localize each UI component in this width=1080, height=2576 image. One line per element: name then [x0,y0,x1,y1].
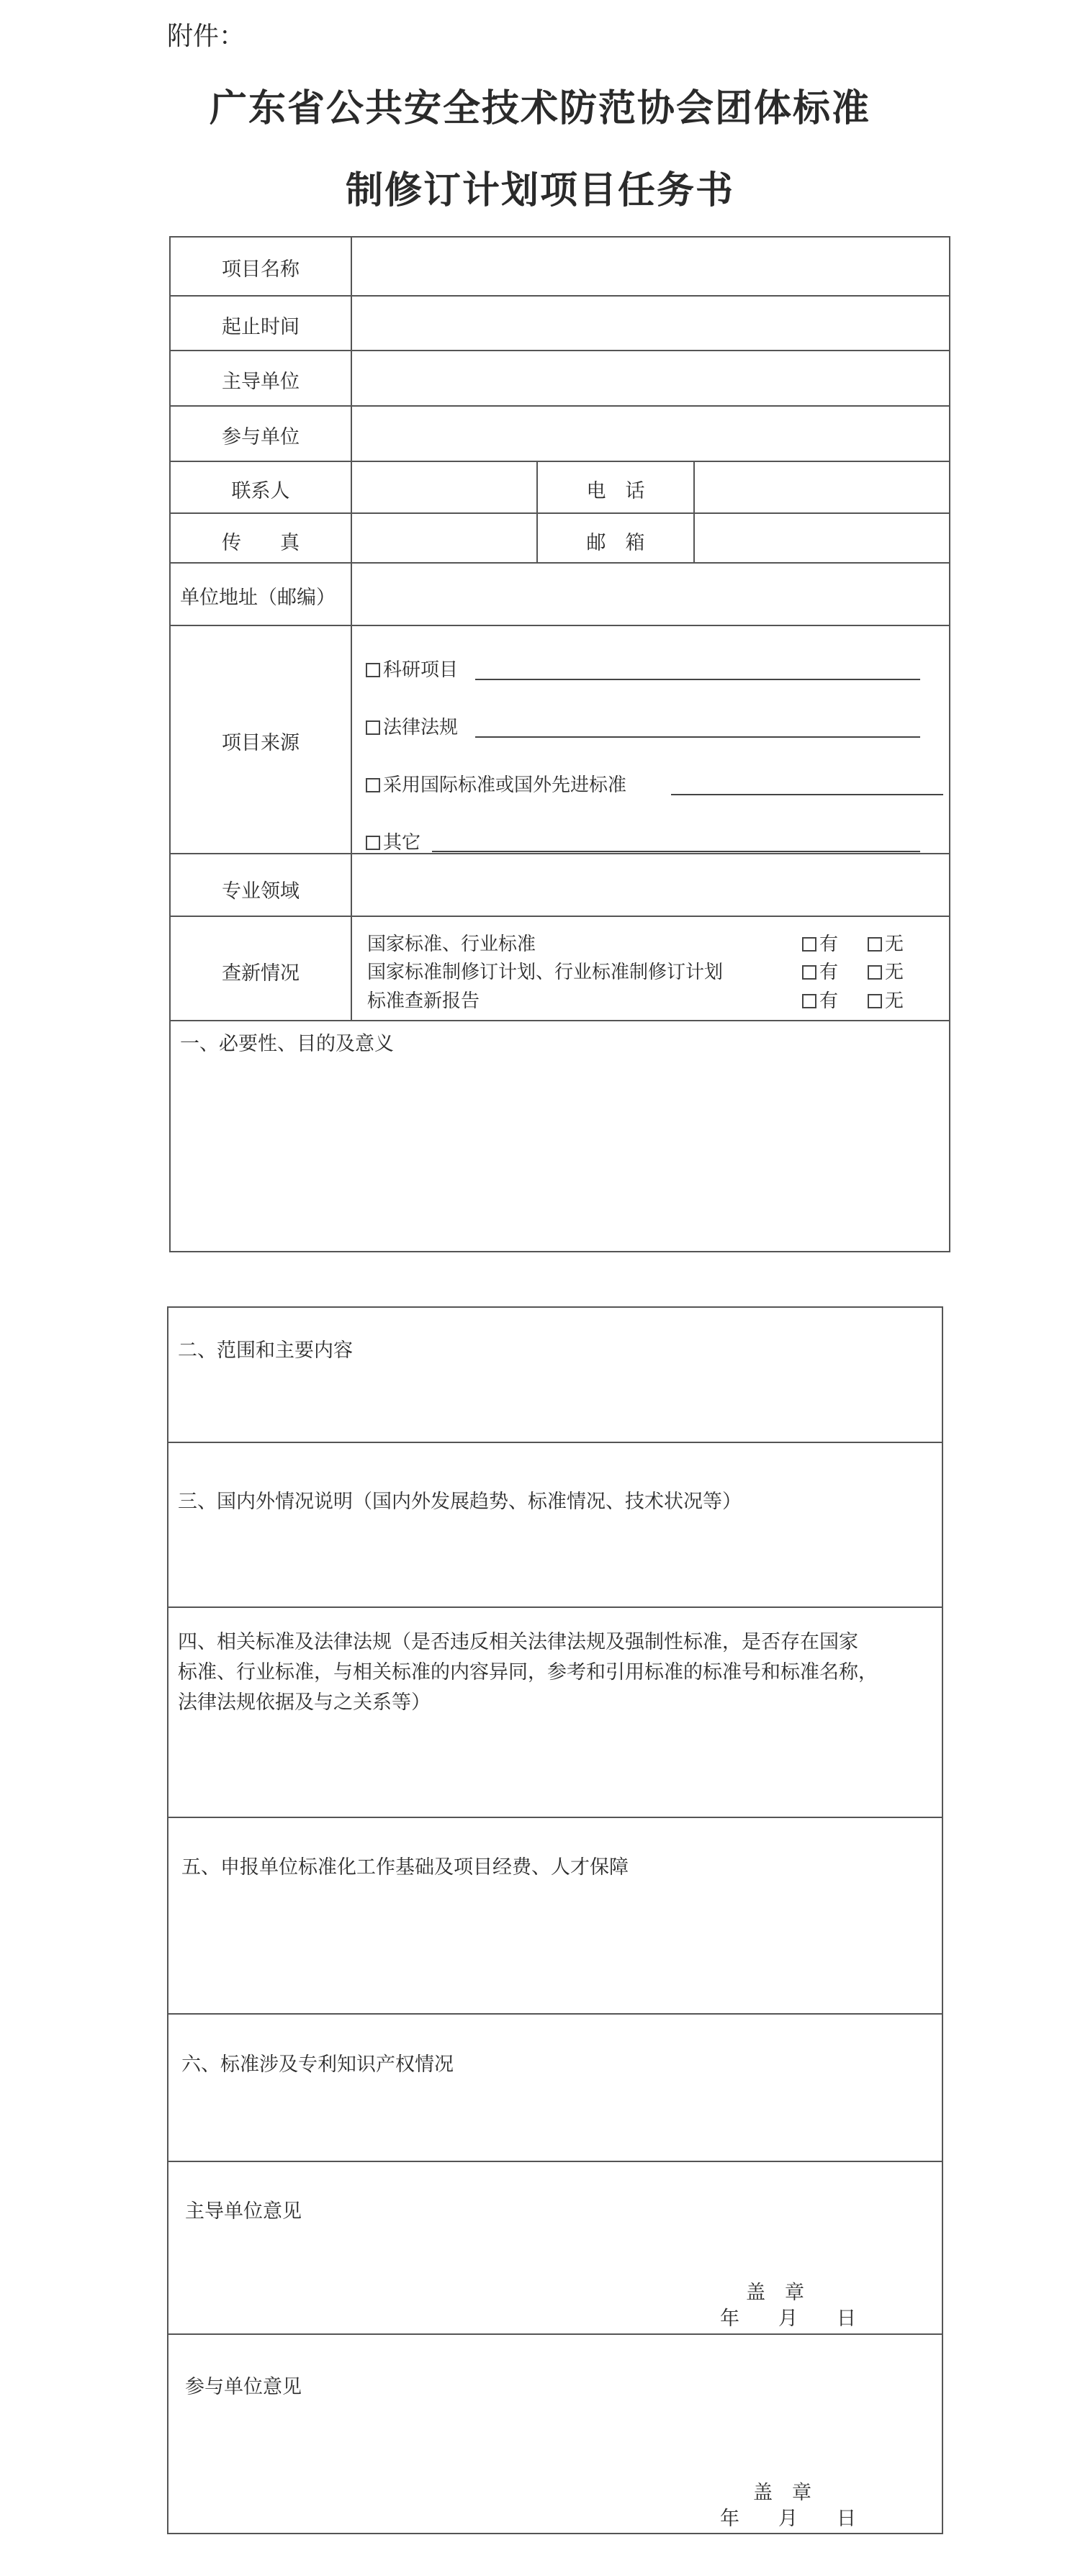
section-4-content[interactable] [170,1727,940,1814]
check-item-3: 标准查新报告 [367,990,480,1012]
period-field[interactable] [353,351,949,404]
participating-seal-label: 盖 章 [753,2482,811,2504]
section-2-heading: 二、范围和主要内容 [178,1339,353,1362]
section-1-heading: 一、必要性、目的及意义 [180,1033,394,1055]
section-6-heading: 六、标准涉及专利知识产权情况 [181,2053,454,2076]
source-option-other[interactable]: 其它 [366,828,420,854]
section-5-content[interactable] [170,1886,940,2010]
lead-unit-label: 主导单位 [222,371,300,393]
email-label: 邮 箱 [586,532,645,554]
phone-label: 电 话 [586,480,645,502]
check-1-yes[interactable]: 有 [802,929,838,956]
source-option-research[interactable]: 科研项目 [366,655,458,682]
section-1-content[interactable] [173,1058,947,1249]
section-5-heading: 五、申报单位标准化工作基础及项目经费、人才保障 [181,1856,629,1879]
lead-date-label: 年 月 日 [720,2308,856,2330]
fax-field[interactable] [352,514,535,561]
checkbox-icon[interactable] [802,937,816,952]
participating-unit-label: 参与单位 [222,426,300,448]
field-label: 专业领域 [222,880,300,903]
source-option-law[interactable]: 法律法规 [366,713,458,739]
checkbox-icon[interactable] [366,778,380,792]
checkbox-icon[interactable] [868,994,882,1008]
field-input[interactable] [353,854,949,914]
check-1-no[interactable]: 无 [868,929,904,956]
check-item-2: 国家标准制修订计划、行业标准制修订计划 [367,962,724,983]
project-name-field[interactable] [353,297,949,348]
phone-field[interactable] [695,462,949,511]
contact-label: 联系人 [231,480,290,502]
lead-unit-opinion-label: 主导单位意见 [185,2200,302,2223]
lead-unit-opinion-content[interactable] [170,2228,940,2278]
address-field[interactable] [353,564,949,623]
section-3-content[interactable] [170,1519,940,1604]
check-label: 查新情况 [222,962,300,985]
fax-label: 传 真 [222,532,300,554]
email-field[interactable] [695,514,949,561]
section-6-content[interactable] [170,2084,940,2157]
section-2-content[interactable] [170,1368,940,1440]
source-label: 项目来源 [222,732,300,754]
section-4-heading: 四、相关标准及法律法规（是否违反相关法律法规及强制性标准，是否存在国家 标准、行业标准，与相关标准的内容异同，参考和引用标准的标准号和标准名称， 法律法规依据及与之关系等） [178,1631,878,1714]
checkbox-icon[interactable] [366,836,380,850]
document-title-line2: 制修订计划项目任务书 [345,168,734,212]
checkbox-icon[interactable] [366,720,380,735]
document-title-line1: 广东省公共安全技术防范协会团体标准 [209,86,870,130]
section-3-heading: 三、国内外情况说明（国内外发展趋势、标准情况、技术状况等） [178,1491,742,1513]
checkbox-icon[interactable] [802,994,816,1008]
address-label: 单位地址（邮编） [180,587,336,609]
check-item-1: 国家标准、行业标准 [367,934,536,955]
check-3-yes[interactable]: 有 [802,986,838,1013]
check-3-no[interactable]: 无 [868,986,904,1013]
checkbox-icon[interactable] [366,663,380,677]
period-label: 起止时间 [222,316,300,338]
participating-date-label: 年 月 日 [720,2508,856,2530]
attachment-label: 附件： [167,22,246,51]
participating-unit-opinion-label: 参与单位意见 [185,2376,302,2398]
check-2-yes[interactable]: 有 [802,957,838,984]
project-name-label: 项目名称 [222,258,300,281]
contact-field[interactable] [352,462,535,511]
checkbox-icon[interactable] [802,965,816,980]
source-option-intl[interactable]: 采用国际标准或国外先进标准 [366,770,626,797]
check-2-no[interactable]: 无 [868,957,904,984]
lead-unit-field[interactable] [353,407,949,459]
lead-seal-label: 盖 章 [746,2282,804,2304]
checkbox-icon[interactable] [868,965,882,980]
participating-unit-opinion-content[interactable] [170,2404,940,2454]
checkbox-icon[interactable] [868,937,882,952]
